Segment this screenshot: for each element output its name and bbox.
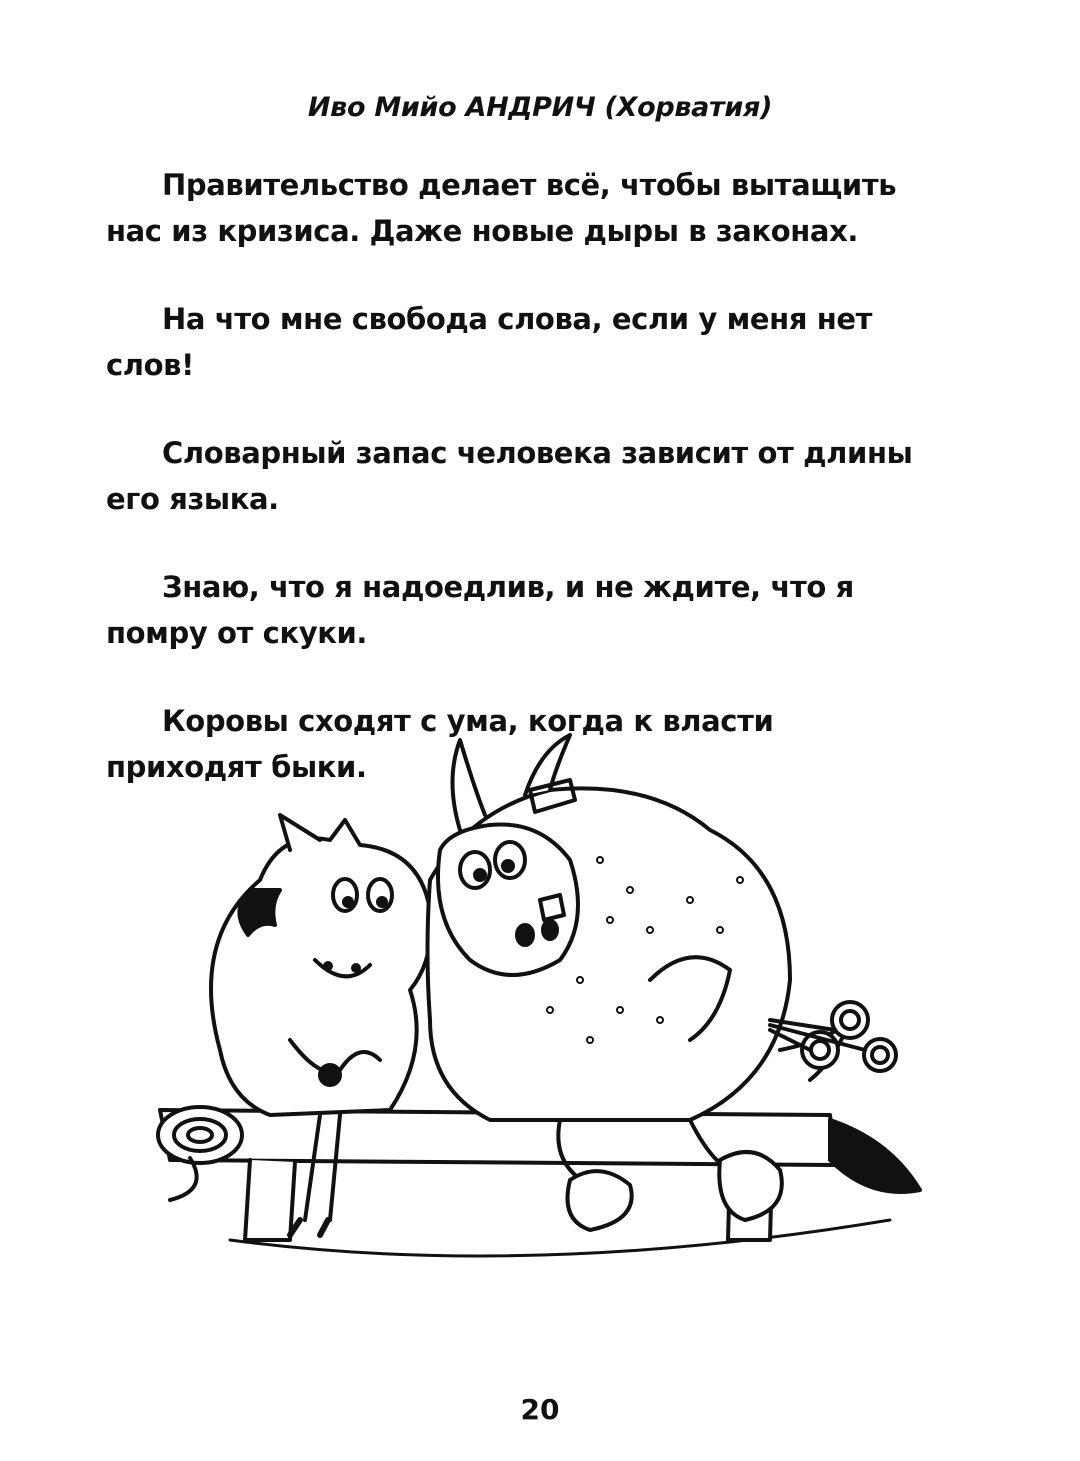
quote-1: Правительство делает всё, чтобы вытащить нас из кризиса. Даже новые дыры в законах. — [106, 168, 897, 248]
cow-and-bull-cartoon — [130, 720, 950, 1310]
author-heading: Иво Мийо АНДРИЧ (Хорватия) — [307, 92, 773, 123]
bull-horn-left — [453, 740, 486, 830]
quote-3: Словарный запас человека зависит от длины его языка. — [106, 436, 913, 516]
bull-tail-tuft — [830, 1120, 920, 1192]
quote-4: Знаю, что я надоедлив, и не ждите, что я помру от скуки. — [106, 570, 854, 650]
bull-shoe-left — [568, 1171, 632, 1230]
flowers — [770, 1002, 896, 1071]
cow — [211, 815, 431, 1235]
quote-2: На что мне свобода слова, если у меня нет слов! — [106, 302, 873, 382]
ground-shadow — [230, 1220, 890, 1256]
page-number: 20 — [520, 1393, 560, 1426]
quote-5: Коровы сходят с ума, когда к власти приходят быки. — [106, 704, 774, 784]
bull-nostril-right — [543, 921, 557, 939]
bull-nostril-left — [517, 925, 533, 945]
